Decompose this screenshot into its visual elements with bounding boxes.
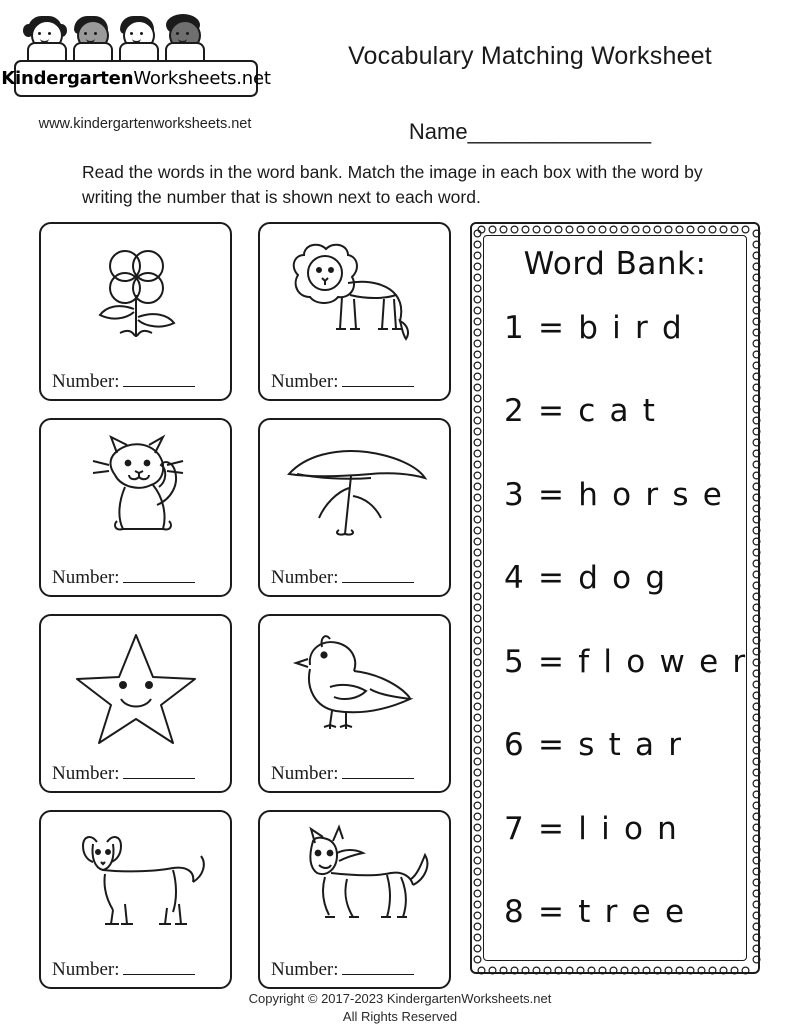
answer-blank[interactable] <box>342 959 414 975</box>
word-bank-item: 2 = c a t <box>504 393 658 430</box>
answer-blank[interactable] <box>342 763 414 779</box>
cat-drawing <box>41 424 230 554</box>
copyright-text: Copyright © 2017-2023 KindergartenWorksheets.net <box>248 991 552 1006</box>
number-label: Number: <box>52 567 195 589</box>
answer-blank[interactable] <box>123 763 195 779</box>
page-footer <box>0 990 800 1026</box>
kid-figure-4 <box>162 18 204 62</box>
logo-wordmark <box>1 68 270 89</box>
answer-blank[interactable] <box>123 959 195 975</box>
word-bank-item: 3 = h o r s e <box>504 476 725 513</box>
logo-text-bold: Kindergarten <box>1 68 134 89</box>
horse-drawing <box>260 816 449 946</box>
word-bank-content <box>496 242 748 954</box>
number-label: Number: <box>52 959 195 981</box>
page-header <box>0 0 800 150</box>
number-label: Number: <box>271 567 414 589</box>
number-label: Number: <box>271 763 414 785</box>
site-url: www.kindergartenworksheets.net <box>38 116 252 132</box>
word-bank-item: 1 = b i r d <box>504 309 684 346</box>
word-bank-title: Word Bank: <box>523 246 707 282</box>
picture-box-flower[interactable] <box>39 222 232 401</box>
picture-box-star[interactable] <box>39 614 232 793</box>
logo-wordmark-bar <box>1 60 271 97</box>
dog-drawing <box>41 816 230 946</box>
bird-drawing <box>260 620 449 750</box>
flower-drawing <box>41 228 230 358</box>
tree-drawing <box>260 424 449 554</box>
star-drawing <box>41 620 230 750</box>
word-bank-panel <box>470 222 760 974</box>
number-label: Number: <box>271 371 414 393</box>
picture-box-cat[interactable] <box>39 418 232 597</box>
picture-grid <box>39 222 451 985</box>
instructions-text: Read the words in the word bank. Match the image in each box with the word by writing the number that is shown next to each word. <box>82 162 703 207</box>
picture-box-lion[interactable] <box>258 222 451 401</box>
number-label: Number: <box>52 371 195 393</box>
answer-blank[interactable] <box>123 567 195 583</box>
picture-box-horse[interactable] <box>258 810 451 989</box>
answer-blank[interactable] <box>342 567 414 583</box>
site-logo[interactable] <box>1 16 271 97</box>
word-bank-list <box>496 284 748 954</box>
word-bank-item: 6 = s t a r <box>504 727 684 764</box>
number-label: Number: <box>271 959 414 981</box>
answer-blank[interactable] <box>342 371 414 387</box>
picture-box-tree[interactable] <box>258 418 451 597</box>
picture-box-bird[interactable] <box>258 614 451 793</box>
word-bank-item: 8 = t r e e <box>504 894 687 931</box>
page-title: Vocabulary Matching Worksheet <box>348 42 712 70</box>
kid-figure-2 <box>70 18 112 62</box>
word-bank-item: 4 = d o g <box>504 560 668 597</box>
kid-figure-1 <box>24 18 66 62</box>
word-bank-item: 7 = l i o n <box>504 810 680 847</box>
name-field-label[interactable]: Name_______________ <box>408 119 652 144</box>
word-bank-item: 5 = f l o w e r <box>504 643 748 680</box>
answer-blank[interactable] <box>123 371 195 387</box>
logo-text-rest: Worksheets.net <box>133 68 271 89</box>
rights-text: All Rights Reserved <box>342 1009 458 1024</box>
number-label: Number: <box>52 763 195 785</box>
kid-figure-3 <box>116 18 158 62</box>
lion-drawing <box>260 228 449 358</box>
kids-illustration <box>20 16 250 62</box>
picture-box-dog[interactable] <box>39 810 232 989</box>
